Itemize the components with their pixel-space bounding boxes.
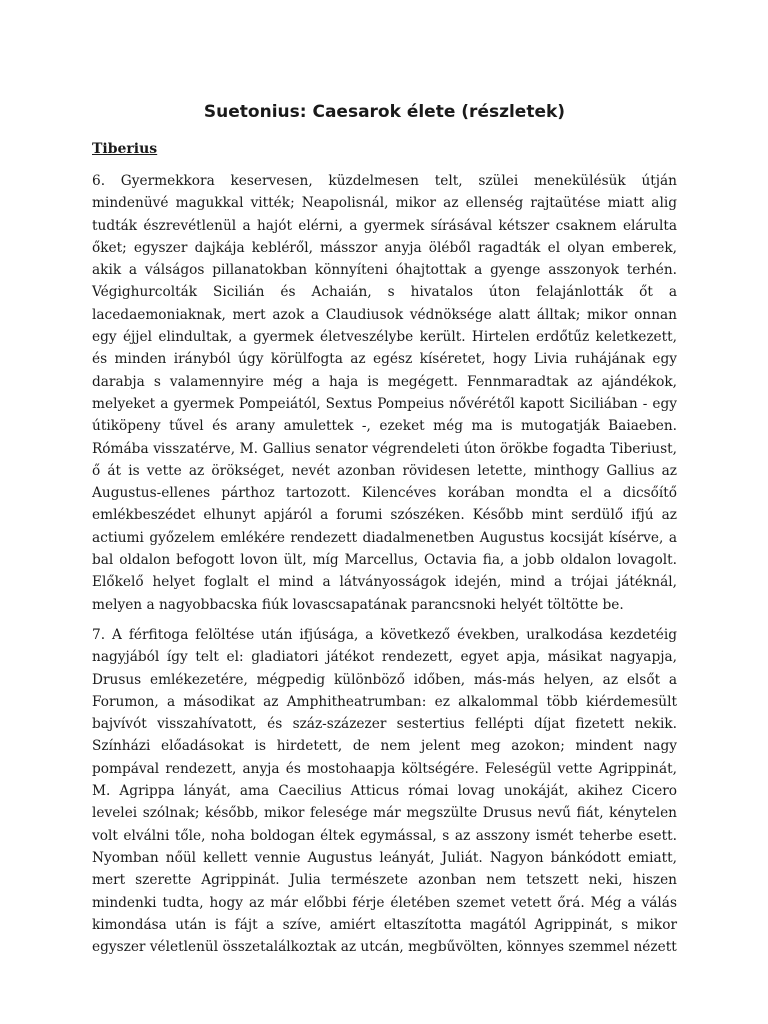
paragraph-7: 7. A férfitoga felöltése után ifjúsága, a következő években, uralkodása kezdetéig nagyjából így telt el: gladiatori játékot rendezett, egyet apja, másikat nagyapja, Drusus emlékezetére, mégpedig különböző időben, más-más helyen, az elsőt a Forumon, a másodikat az Amphitheatrumban: ez alkalommal több kiérdemesült bajvívót visszahívatott, és száz-százezer sestertius fellépti díjat fizetett nekik. Színházi előadásokat is hirdetett, de nem jelent meg azokon; mindent nagy pompával rendezett, anyja és mostohaapja költségére. Feleségül vette Agrippinát, M. Agrippa lányát, ama Caecilius Atticus római lovag unokáját, akihez Cicero levelei szólnak; később, mikor felesége már megszülte Drusus nevű fiát, kénytelen volt elválni tőle, noha boldogan éltek egymással, s az asszony ismét teherbe esett. Nyomban nőül kellett vennie Augustus leányát, Juliát. Nagyon bánkódott emiatt, mert szerette Agrippinát. Julia természete azonban nem tetszett neki, hiszen mindenki tudta, hogy az már előbbi férje életében szemet vetett őrá. Még a válás kimondása után is fájt a szíve, amiért eltaszította magától Agrippinát, s mikor egyszer véletlenül összetalálkoztak az utcán, megbűvölten, könnyes szemmel nézett <box>92 626 677 956</box>
document-page <box>92 98 677 966</box>
section-heading: Tiberius <box>92 141 158 157</box>
document-title: Suetonius: Caesarok élete (részletek) <box>203 102 566 122</box>
paragraph-6: 6. Gyermekkora keservesen, küzdelmesen telt, szülei menekülésük útján mindenüvé magukkal vitték; Neapolisnál, mikor az ellenség rajtaütése miatt alig tudták észrevétlenül a hajót elérni, a gyermek sírásával kétszer csaknem elárulta őket; egyszer dajkája kebléről, másszor anyja öléből ragadták el olyan emberek, akik a válságos pillanatokban könnyíteni óhajtottak a gyenge asszonyok terhén. Végighurcolták Sicilián és Achaián, s hivatalos úton felajánlották őt a lacedaemoniaknak, mert azok a Claudiusok védnöksége alatt álltak; mikor onnan egy éjjel elindultak, a gyermek életveszélybe került. Hirtelen erdőtűz keletkezett, és minden irányból úgy körülfogta az egész kíséretet, hogy Livia ruhájának egy darabja s valamennyire még a haja is megégett. Fennmaradtak az ajándékok, melyeket a gyermek Pompeiától, Sextus Pompeius nővérétől kapott Siciliában - egy útiköpeny tűvel és arany amulettek -, ezeket még ma is mutogatják Baiaeben. Rómába visszatérve, M. Gallius senator végrendeleti úton örökbe fogadta Tiberiust, ő át is vette az örökséget, nevét azonban rövidesen letette, minthogy Gallius az Augustus-ellenes párthoz tartozott. Kilencéves korában mondta el a dicsőítő emlékbeszédet elhunyt apjáról a forumi szószéken. Később mint serdülő ifjú az actiumi győzelem emlékére rendezett diadalmenetben Augustus kocsiját kísérve, a bal oldalon befogott lovon ült, míg Marcellus, Octavia fia, a jobb oldalon lovagolt. Előkelő helyet foglalt el mind a látványosságok idején, mind a trójai játéknál, melyen a nagyobbacska fiúk lovascsapatának parancsnoki helyét töltötte be. <box>92 173 677 613</box>
